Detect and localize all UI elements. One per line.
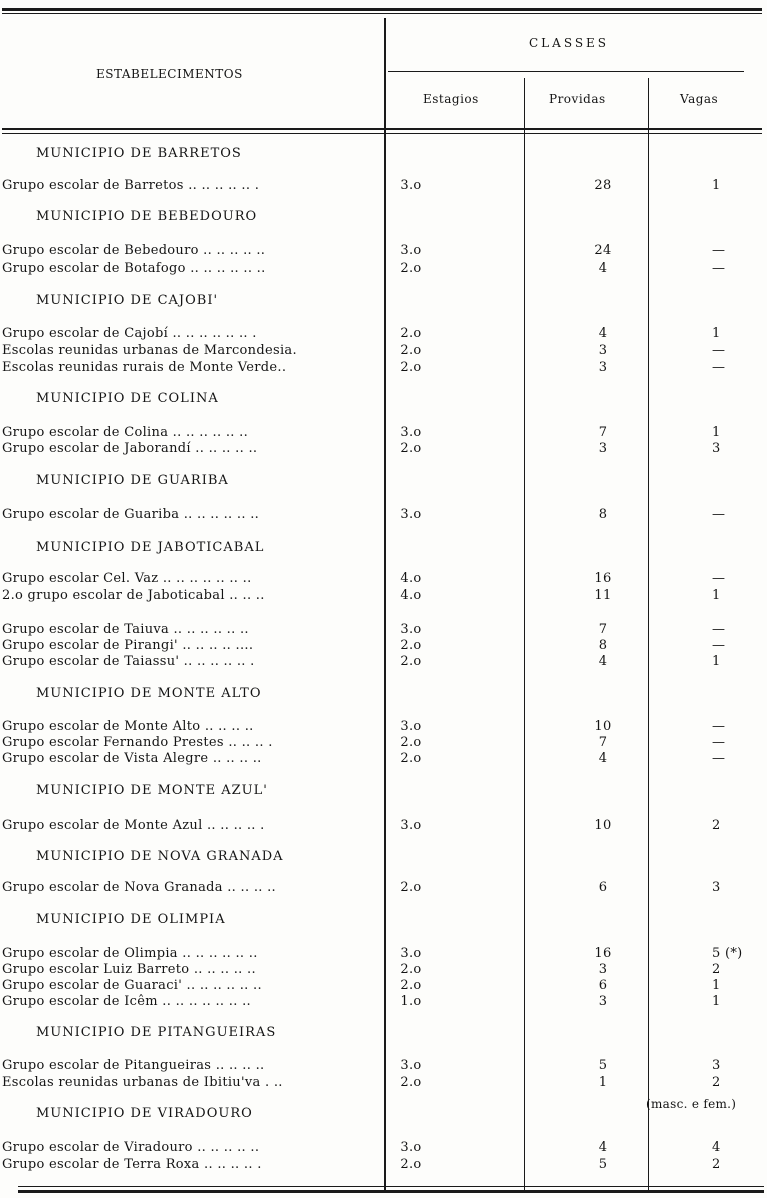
vagas-cell: 2 [712,962,721,977]
estagio-cell: 2.o [400,654,422,669]
municipio-heading: MUNICIPIO DE NOVA GRANADA [36,849,284,864]
estagio-cell: 3.o [400,622,422,637]
municipio-heading: MUNICIPIO DE GUARIBA [36,473,229,488]
municipio-heading: MUNICIPIO DE MONTE AZUL' [36,783,268,798]
top-rule [2,8,762,11]
providas-cell: 7 [598,425,608,440]
vagas-cell: 3 [712,880,721,895]
municipio-heading: MUNICIPIO DE BEBEDOURO [36,209,258,224]
footnote: (masc. e fem.) [646,1097,737,1111]
establishment-name: Grupo escolar de Cajobí .. .. .. .. .. .. . [2,326,257,341]
establishment-name: Grupo escolar de Colina .. .. .. .. .. .. [2,425,249,440]
vagas-cell: 2 [712,1075,721,1090]
header-col-estagios: Estagios [423,92,479,106]
estagio-cell: 2.o [400,735,422,750]
establishment-name: Grupo escolar Fernando Prestes .. .. .. . [2,735,273,750]
providas-cell: 10 [594,818,612,833]
estagio-cell: 2.o [400,751,422,766]
establishment-name: Grupo escolar de Nova Granada .. .. .. .. [2,880,276,895]
establishment-name: Grupo escolar de Guariba .. .. .. .. .. .. [2,507,260,522]
providas-cell: 16 [594,946,612,961]
establishment-name: Escolas reunidas urbanas de Ibitiu'va . .. [2,1075,283,1090]
establishment-name: Grupo escolar Luiz Barreto .. .. .. .. .. [2,962,256,977]
providas-cell: 6 [598,978,608,993]
vagas-cell: — [712,735,726,750]
establishment-name: Grupo escolar de Botafogo .. .. .. .. .. .. [2,261,266,276]
establishment-name: Grupo escolar de Pirangi' .. .. .. .. .... [2,638,254,653]
vagas-cell: 1 [712,178,721,193]
municipio-heading: MUNICIPIO DE OLIMPIA [36,912,226,927]
estagio-cell: 3.o [400,178,422,193]
vagas-cell: 2 [712,818,721,833]
providas-cell: 4 [598,654,608,669]
providas-cell: 3 [598,343,608,358]
vagas-cell: — [712,360,726,375]
header-estabelecimentos: ESTABELECIMENTOS [96,67,243,81]
estagio-cell: 2.o [400,360,422,375]
header-col-providas: Providas [549,92,606,106]
vagas-cell: — [712,719,726,734]
estagio-cell: 2.o [400,1157,422,1172]
bottom-rule-thin [18,1186,764,1187]
column-divider-providas [524,78,525,1190]
vagas-cell: — [712,638,726,653]
providas-cell: 3 [598,994,608,1009]
header-col-vagas: Vagas [680,92,719,106]
vagas-cell: 1 [712,425,721,440]
vagas-cell: — [712,507,726,522]
establishment-name: Grupo escolar de Jaborandí .. .. .. .. .. [2,441,258,456]
establishment-name: Grupo escolar Cel. Vaz .. .. .. .. .. .. .. [2,571,252,586]
estagio-cell: 4.o [400,571,422,586]
providas-cell: 3 [598,441,608,456]
estagio-cell: 2.o [400,261,422,276]
estagio-cell: 3.o [400,425,422,440]
providas-cell: 1 [598,1075,608,1090]
header-classes: CLASSES [529,36,610,50]
providas-cell: 4 [598,326,608,341]
estagio-cell: 2.o [400,441,422,456]
establishment-name: Grupo escolar de Taiassu' .. .. .. .. .. . [2,654,255,669]
providas-cell: 8 [598,638,608,653]
estagio-cell: 2.o [400,962,422,977]
vagas-cell: 3 [712,1058,721,1073]
establishment-name: Grupo escolar de Monte Azul .. .. .. .. . [2,818,265,833]
vagas-cell: — [712,751,726,766]
estagio-cell: 2.o [400,880,422,895]
providas-cell: 11 [594,588,612,603]
estagio-cell: 3.o [400,507,422,522]
establishment-name: Grupo escolar de Vista Alegre .. .. .. .. [2,751,262,766]
providas-cell: 4 [598,751,608,766]
municipio-heading: MUNICIPIO DE VIRADOURO [36,1106,253,1121]
establishment-name: Grupo escolar de Icêm .. .. .. .. .. .. .. [2,994,251,1009]
vagas-cell: 3 [712,441,721,456]
providas-cell: 3 [598,962,608,977]
providas-cell: 3 [598,360,608,375]
providas-cell: 4 [598,1140,608,1155]
estagio-cell: 2.o [400,1075,422,1090]
estagio-cell: 2.o [400,978,422,993]
vagas-cell: — [712,622,726,637]
establishment-name: Escolas reunidas rurais de Monte Verde.. [2,360,287,375]
providas-cell: 8 [598,507,608,522]
establishment-name: Grupo escolar de Monte Alto .. .. .. .. [2,719,254,734]
providas-cell: 16 [594,571,612,586]
providas-cell: 5 [598,1157,608,1172]
estagio-cell: 4.o [400,588,422,603]
bottom-rule [18,1190,764,1193]
establishment-name: Grupo escolar de Guaraci' .. .. .. .. .. .. [2,978,262,993]
estagio-cell: 3.o [400,243,422,258]
vagas-cell: 1 [712,654,721,669]
establishment-name: Grupo escolar de Pitangueiras .. .. .. .. [2,1058,265,1073]
estagio-cell: 3.o [400,946,422,961]
municipio-heading: MUNICIPIO DE CAJOBI' [36,293,219,308]
establishment-name: Grupo escolar de Terra Roxa .. .. .. .. . [2,1157,262,1172]
municipio-heading: MUNICIPIO DE BARRETOS [36,146,242,161]
providas-cell: 5 [598,1058,608,1073]
providas-cell: 7 [598,735,608,750]
establishment-name: Grupo escolar de Olimpia .. .. .. .. .. .. [2,946,258,961]
vagas-cell: 1 [712,978,721,993]
estagio-cell: 2.o [400,343,422,358]
establishment-name: 2.o grupo escolar de Jaboticabal .. .. .. [2,588,265,603]
estagio-cell: 1.o [400,994,422,1009]
vagas-cell: 4 [712,1140,721,1155]
vagas-cell: — [712,243,726,258]
establishment-name: Grupo escolar de Viradouro .. .. .. .. .. [2,1140,260,1155]
vagas-cell: 1 [712,326,721,341]
column-divider-vagas [648,78,649,1190]
column-divider-main [384,18,386,1190]
estagio-cell: 2.o [400,326,422,341]
providas-cell: 4 [598,261,608,276]
municipio-heading: MUNICIPIO DE PITANGUEIRAS [36,1025,277,1040]
classes-underline [388,71,744,72]
estagio-cell: 3.o [400,818,422,833]
vagas-cell: — [712,571,726,586]
vagas-cell: 5 (*) [712,946,743,961]
vagas-cell: 1 [712,588,721,603]
vagas-cell: 1 [712,994,721,1009]
vagas-cell: 2 [712,1157,721,1172]
establishment-name: Grupo escolar de Barretos .. .. .. .. .. . [2,178,260,193]
providas-cell: 10 [594,719,612,734]
estagio-cell: 3.o [400,1140,422,1155]
providas-cell: 24 [594,243,612,258]
vagas-cell: — [712,261,726,276]
providas-cell: 7 [598,622,608,637]
providas-cell: 6 [598,880,608,895]
estagio-cell: 3.o [400,719,422,734]
municipio-heading: MUNICIPIO DE COLINA [36,391,219,406]
municipio-heading: MUNICIPIO DE JABOTICABAL [36,540,265,555]
top-rule-thin [2,13,762,14]
establishment-name: Grupo escolar de Bebedouro .. .. .. .. .. [2,243,266,258]
estagio-cell: 2.o [400,638,422,653]
establishment-name: Grupo escolar de Taiuva .. .. .. .. .. .. [2,622,249,637]
establishment-name: Escolas reunidas urbanas de Marcondesia. [2,343,297,358]
estagio-cell: 3.o [400,1058,422,1073]
providas-cell: 28 [594,178,612,193]
vagas-cell: — [712,343,726,358]
municipio-heading: MUNICIPIO DE MONTE ALTO [36,686,262,701]
